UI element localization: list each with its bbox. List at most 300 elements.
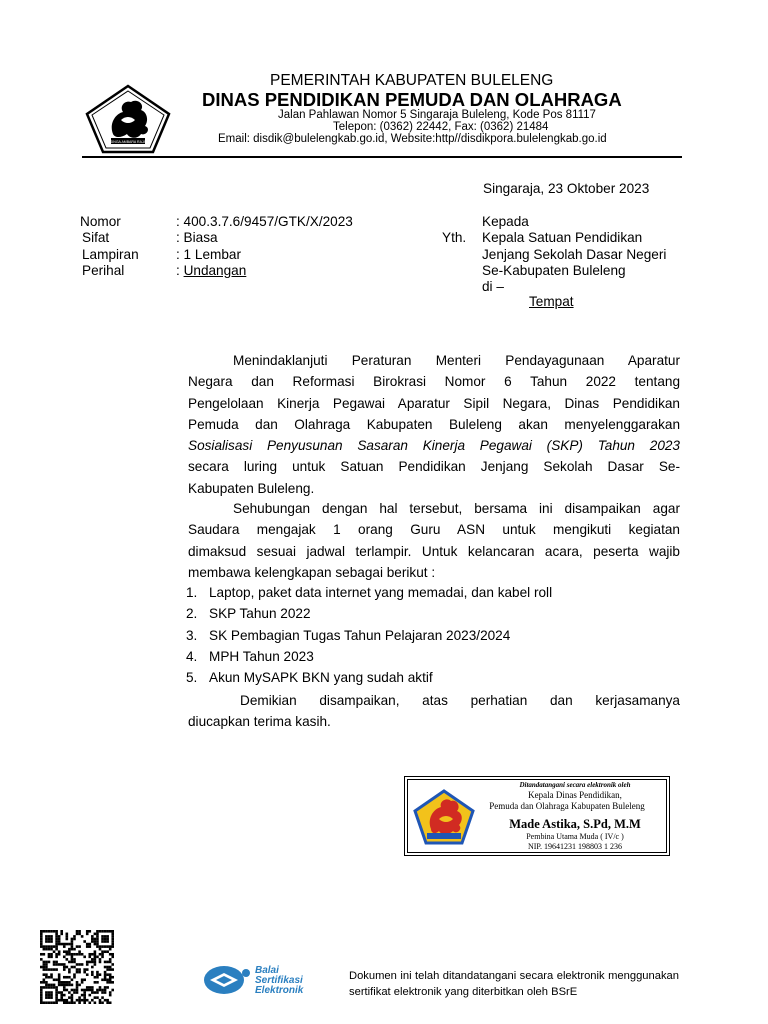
qr-module [66, 933, 69, 936]
emblem-color-icon [413, 789, 475, 845]
qr-module [106, 935, 109, 938]
qr-module [58, 943, 61, 946]
qr-module [99, 948, 102, 951]
qr-module [88, 953, 91, 956]
qr-module [78, 999, 81, 1002]
recipient-yth: Yth. [442, 230, 467, 245]
qr-module [109, 945, 112, 948]
qr-module [106, 950, 109, 953]
qr-module [73, 953, 76, 956]
qr-module [88, 961, 91, 964]
qr-module [55, 999, 58, 1002]
qr-module [86, 961, 89, 964]
qr-module [104, 986, 107, 989]
qr-module [60, 996, 63, 999]
qr-module [48, 961, 51, 964]
qr-module [68, 984, 71, 987]
qr-module [104, 935, 107, 938]
qr-module [48, 956, 51, 959]
qr-module [50, 956, 53, 959]
qr-module [76, 984, 79, 987]
qr-module [86, 945, 89, 948]
qr-module [45, 935, 48, 938]
qr-module [94, 981, 97, 984]
qr-module [71, 999, 74, 1002]
qr-module [55, 943, 58, 946]
qr-module [71, 978, 74, 981]
qr-module [101, 953, 104, 956]
qr-module [45, 984, 48, 987]
qr-module [81, 953, 84, 956]
qr-module [45, 948, 48, 951]
qr-module [111, 933, 114, 936]
qr-module [63, 986, 66, 989]
qr-module [66, 984, 69, 987]
qr-module [53, 961, 56, 964]
qr-module [78, 984, 81, 987]
qr-module [106, 973, 109, 976]
qr-module [66, 958, 69, 961]
qr-module [50, 938, 53, 941]
qr-module [48, 940, 51, 943]
qr-module [68, 981, 71, 984]
qr-module [94, 991, 97, 994]
qr-module [55, 994, 58, 997]
p2-line: membawa kelengkapan sebagai berikut : [188, 564, 436, 580]
qr-module [58, 935, 61, 938]
qr-module [101, 978, 104, 981]
qr-module [43, 948, 46, 951]
qr-module [78, 953, 81, 956]
qr-module [86, 999, 89, 1002]
qr-module [73, 991, 76, 994]
qr-module [104, 961, 107, 964]
qr-module [60, 943, 63, 946]
qr-module [99, 989, 102, 992]
qr-module [43, 953, 46, 956]
qr-module [101, 989, 104, 992]
qr-module [96, 981, 99, 984]
qr-module [50, 930, 53, 933]
qr-module [71, 953, 74, 956]
qr-module [71, 940, 74, 943]
qr-module [104, 940, 107, 943]
qr-module [83, 989, 86, 992]
qr-module [106, 966, 109, 969]
qr-module [48, 1001, 51, 1004]
qr-module [68, 1001, 71, 1004]
qr-module [91, 989, 94, 992]
closing-paragraph [188, 690, 680, 733]
qr-module [78, 963, 81, 966]
qr-module [66, 966, 69, 969]
qr-module [48, 945, 51, 948]
qr-module [111, 935, 114, 938]
qr-module [91, 973, 94, 976]
qr-module [83, 991, 86, 994]
qr-module [45, 966, 48, 969]
qr-module [50, 935, 53, 938]
qr-module [68, 948, 71, 951]
qr-module [71, 938, 74, 941]
qr-module [78, 930, 81, 933]
qr-module [83, 1001, 86, 1004]
qr-module [40, 943, 43, 946]
qr-module [63, 994, 66, 997]
qr-module [63, 943, 66, 946]
qr-module [53, 984, 56, 987]
qr-module [55, 938, 58, 941]
qr-module [94, 956, 97, 959]
qr-module [40, 938, 43, 941]
qr-module [48, 935, 51, 938]
qr-module [111, 989, 114, 992]
qr-module [91, 938, 94, 941]
qr-module [73, 961, 76, 964]
qr-module [53, 950, 56, 953]
qr-module [109, 961, 112, 964]
qr-module [81, 989, 84, 992]
qr-module [63, 984, 66, 987]
qr-module [68, 971, 71, 974]
kop-address: Jalan Pahlawan Nomor 5 Singaraja Buleleng, Kode Pos 81117 [278, 109, 596, 121]
qr-module [40, 953, 43, 956]
recipient-block [482, 214, 666, 295]
qr-module [58, 938, 61, 941]
qr-module [40, 930, 43, 933]
qr-module [55, 935, 58, 938]
qr-module [55, 986, 58, 989]
qr-module [71, 945, 74, 948]
qr-module [68, 968, 71, 971]
kop-divider [82, 156, 682, 158]
qr-module [66, 935, 69, 938]
qr-module [58, 981, 61, 984]
qr-module [45, 991, 48, 994]
qr-module [78, 950, 81, 953]
qr-module [91, 935, 94, 938]
qr-module [43, 930, 46, 933]
qr-module [45, 968, 48, 971]
qr-module [76, 963, 79, 966]
qr-module [88, 989, 91, 992]
qr-module [106, 945, 109, 948]
qr-module [76, 953, 79, 956]
qr-module [106, 978, 109, 981]
qr-module [53, 978, 56, 981]
qr-module [43, 963, 46, 966]
qr-module [86, 943, 89, 946]
qr-module [63, 950, 66, 953]
qr-module [55, 930, 58, 933]
p1-event-title: Sosialisasi Penyusunan Sasaran Kinerja Pegawai (SKP) Tahun 2023 [188, 438, 680, 454]
qr-module [101, 935, 104, 938]
qr-module [58, 963, 61, 966]
qr-module [63, 976, 66, 979]
qr-module [71, 1001, 74, 1004]
qr-module [83, 971, 86, 974]
p1-line: Pengelolaan Kinerja Pegawai Aparatur Sipil Negara, Dinas Pendidikan [188, 395, 680, 411]
qr-module [40, 958, 43, 961]
qr-module [71, 948, 74, 951]
qr-module [99, 999, 102, 1002]
qr-module [50, 945, 53, 948]
qr-module [109, 976, 112, 979]
qr-module [104, 938, 107, 941]
qr-module [55, 940, 58, 943]
qr-module [96, 956, 99, 959]
qr-module [94, 963, 97, 966]
qr-module [68, 961, 71, 964]
qr-module [106, 968, 109, 971]
qr-module [58, 973, 61, 976]
qr-module [43, 973, 46, 976]
meta-row-lampiran: Lampiran : 1 Lembar [82, 246, 241, 262]
qr-module [104, 971, 107, 974]
qr-module [83, 994, 86, 997]
qr-module [101, 945, 104, 948]
qr-module [109, 978, 112, 981]
qr-module [101, 940, 104, 943]
qr-module [66, 1001, 69, 1004]
qr-module [45, 976, 48, 979]
qr-module [73, 938, 76, 941]
qr-module [43, 945, 46, 948]
kop-email: Email: disdik@bulelengkab.go.id, Website:http//disdikpora.bulelengkab.go.id [218, 133, 607, 145]
qr-module [58, 976, 61, 979]
qr-module [63, 945, 66, 948]
qr-module [48, 991, 51, 994]
qr-module [104, 930, 107, 933]
qr-module [104, 991, 107, 994]
qr-module [48, 996, 51, 999]
qr-module [53, 986, 56, 989]
qr-module [106, 938, 109, 941]
qr-module [76, 945, 79, 948]
qr-module [91, 999, 94, 1002]
qr-module [53, 1001, 56, 1004]
meta-row-perihal: Perihal : Undangan [82, 262, 247, 278]
qr-module [76, 968, 79, 971]
qr-module [109, 953, 112, 956]
qr-module [40, 996, 43, 999]
qr-module [91, 953, 94, 956]
meta-row-sifat: Sifat : Biasa [82, 230, 218, 246]
qr-module [73, 989, 76, 992]
qr-module [60, 981, 63, 984]
list-item: 4. MPH Tahun 2023 [186, 648, 314, 664]
qr-module [81, 981, 84, 984]
qr-module [45, 963, 48, 966]
qr-module [40, 994, 43, 997]
qr-module [111, 963, 114, 966]
body-paragraph-2 [188, 498, 680, 583]
recipient-line2: Jenjang Sekolah Dasar Negeri [482, 246, 667, 262]
qr-module [43, 961, 46, 964]
qr-module [99, 930, 102, 933]
qr-module [76, 971, 79, 974]
qr-module [78, 996, 81, 999]
qr-module [83, 978, 86, 981]
p1-line: Negara dan Reformasi Birokrasi Nomor 6 Tahun 2022 tentang [188, 374, 680, 390]
qr-module [96, 996, 99, 999]
qr-module [48, 976, 51, 979]
p2-line: Saudara mengajak 1 orang Guru ASN untuk mengikuti kegiatan [188, 522, 680, 538]
qr-module [45, 940, 48, 943]
qr-module [55, 961, 58, 964]
qr-module [94, 953, 97, 956]
list-item: 2. SKP Tahun 2022 [186, 606, 311, 622]
qr-module [94, 950, 97, 953]
qr-module [45, 973, 48, 976]
qr-module [101, 938, 104, 941]
qr-module [58, 991, 61, 994]
qr-module [101, 991, 104, 994]
qr-module [111, 976, 114, 979]
list-item: 3. SK Pembagian Tugas Tahun Pelajaran 2023/2024 [186, 627, 511, 643]
qr-module [88, 943, 91, 946]
qr-module [45, 981, 48, 984]
p2-line: Sehubungan dengan hal tersebut, bersama ini disampaikan agar [233, 501, 680, 516]
qr-module [73, 973, 76, 976]
qr-module [55, 953, 58, 956]
bsre-logo-text: Balai Sertifikasi Elektronik [255, 965, 304, 996]
body-paragraph-1 [188, 350, 680, 499]
qr-module [94, 943, 97, 946]
qr-module [73, 966, 76, 969]
qr-module [40, 986, 43, 989]
qr-module [68, 943, 71, 946]
signature-note: Ditandatangani secara elektronik oleh [519, 781, 631, 789]
qr-module [76, 981, 79, 984]
qr-module [94, 961, 97, 964]
qr-module [71, 996, 74, 999]
qr-module [55, 989, 58, 992]
p2-line: dimaksud sesuai jadwal terlampir. Untuk kelancaran acara, peserta wajib [188, 543, 680, 559]
qr-module [88, 1001, 91, 1004]
qr-module [73, 958, 76, 961]
qr-module [96, 940, 99, 943]
meta-block [80, 214, 353, 279]
qr-module [96, 935, 99, 938]
qr-module [109, 1001, 112, 1004]
qr-module [45, 945, 48, 948]
qr-module [43, 986, 46, 989]
qr-module [66, 953, 69, 956]
qr-module [88, 986, 91, 989]
qr-module [63, 968, 66, 971]
qr-module [111, 930, 114, 933]
qr-module [94, 940, 97, 943]
recipient-kepada: Kepada [482, 214, 529, 229]
meta-row-nomor: Nomor : 400.3.7.6/9457/GTK/X/2023 [80, 214, 353, 229]
qr-module [63, 963, 66, 966]
qr-module [88, 956, 91, 959]
qr-module [104, 999, 107, 1002]
list-item: 5. Akun MySAPK BKN yang sudah aktif [186, 670, 433, 686]
qr-module [106, 986, 109, 989]
qr-module [94, 1001, 97, 1004]
qr-module [40, 989, 43, 992]
p1-line: Pemuda dan Olahraga Kabupaten Buleleng akan menyelenggarakan [188, 416, 680, 432]
qr-module [101, 950, 104, 953]
electronic-signature-box [404, 776, 670, 856]
qr-module [96, 989, 99, 992]
qr-module [106, 999, 109, 1002]
closing-line: diucapkan terima kasih. [188, 714, 331, 730]
qr-module [101, 996, 104, 999]
qr-module [40, 981, 43, 984]
kop-government: PEMERINTAH KABUPATEN BULELENG [270, 72, 554, 89]
qr-module [91, 940, 94, 943]
qr-module [91, 966, 94, 969]
qr-module [55, 963, 58, 966]
qr-module [45, 994, 48, 997]
qr-module [60, 930, 63, 933]
qr-module [96, 933, 99, 936]
qr-module [55, 991, 58, 994]
qr-module [86, 968, 89, 971]
qr-module [50, 973, 53, 976]
qr-module [73, 976, 76, 979]
qr-module [86, 930, 89, 933]
qr-module [68, 953, 71, 956]
kop-phone: Telepon: (0362) 22442, Fax: (0362) 21484 [333, 121, 549, 133]
qr-module [48, 938, 51, 941]
qr-module [60, 994, 63, 997]
qr-module [111, 945, 114, 948]
qr-module [76, 930, 79, 933]
qr-module [40, 933, 43, 936]
qr-module [71, 989, 74, 992]
qr-module [83, 968, 86, 971]
qr-module [78, 933, 81, 936]
qr-module [53, 963, 56, 966]
svg-text:SINGA AMBARA RAJA: SINGA AMBARA RAJA [110, 140, 146, 144]
qr-module [50, 968, 53, 971]
signature-position-2: Pemuda dan Olahraga Kabupaten Buleleng [489, 801, 645, 811]
qr-module [68, 976, 71, 979]
qr-module [111, 968, 114, 971]
qr-module [45, 938, 48, 941]
qr-module [66, 999, 69, 1002]
recipient-tempat: Tempat [529, 294, 574, 309]
qr-module [73, 935, 76, 938]
letter-date: Singaraja, 23 Oktober 2023 [483, 181, 650, 196]
qr-module [83, 956, 86, 959]
qr-module [58, 953, 61, 956]
qr-module [91, 991, 94, 994]
qr-module [109, 994, 112, 997]
qr-module [83, 996, 86, 999]
qr-module [45, 986, 48, 989]
qr-module [40, 945, 43, 948]
qr-module [109, 973, 112, 976]
signature-name: Made Astika, S.Pd, M.M [509, 817, 641, 831]
qr-module [60, 999, 63, 1002]
qr-module [48, 953, 51, 956]
signature-position-1: Kepala Dinas Pendidikan, [528, 790, 622, 800]
qr-module [91, 958, 94, 961]
qr-module [58, 999, 61, 1002]
qr-module [76, 991, 79, 994]
qr-module [83, 940, 86, 943]
qr-module [106, 1001, 109, 1004]
qr-module [88, 945, 91, 948]
qr-module [40, 991, 43, 994]
bsre-logo-icon [202, 963, 252, 997]
qr-module [78, 945, 81, 948]
